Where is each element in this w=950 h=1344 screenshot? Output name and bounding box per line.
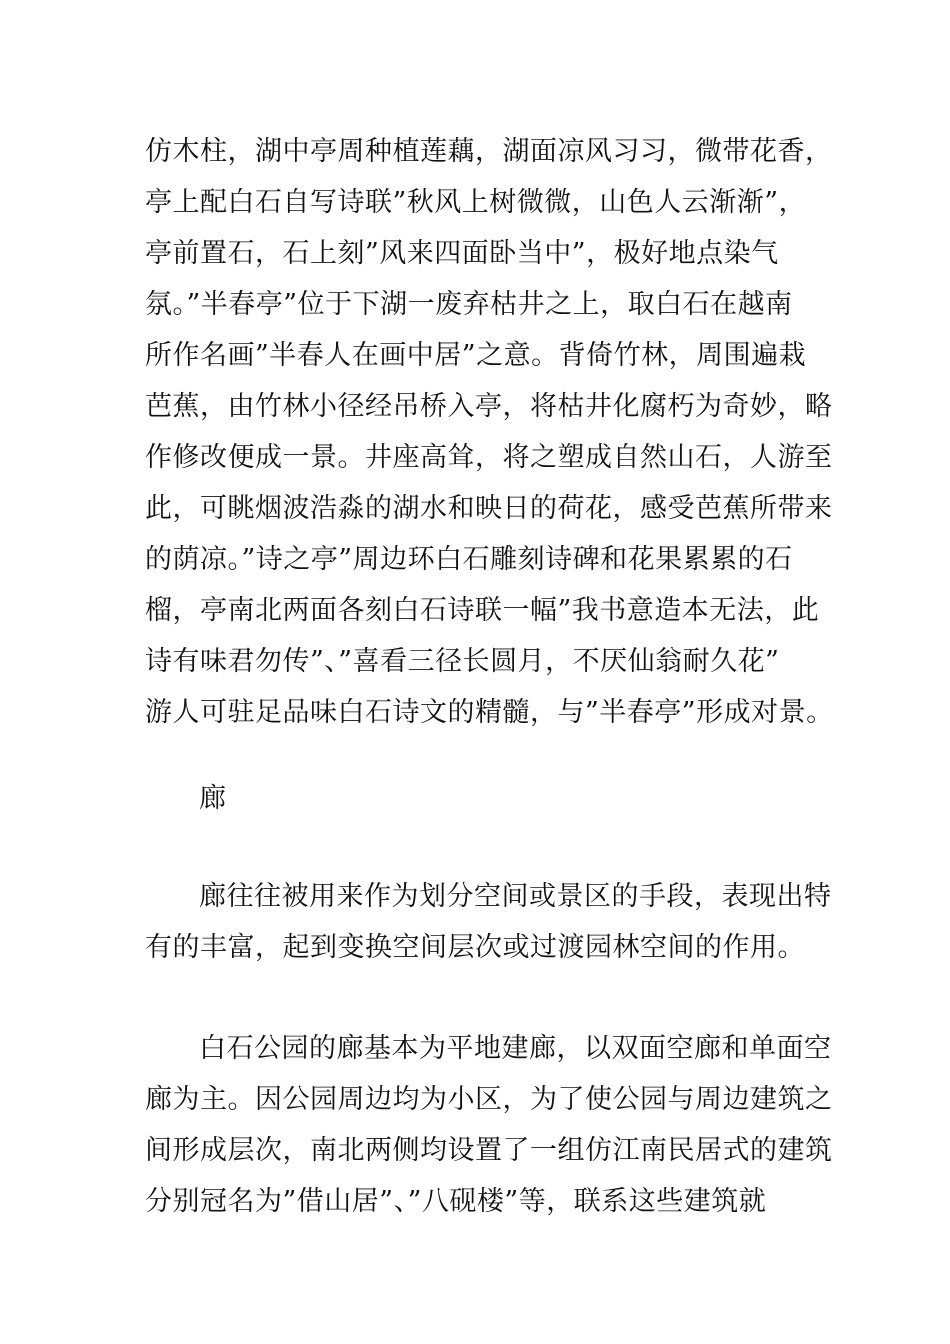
paragraph-line: 廊往往被用来作为划分空间或景区的手段，表现出特 <box>199 881 832 912</box>
paragraph-line: 此，可眺烟波浩淼的湖水和映日的荷花，感受芭蕉所带来 <box>145 493 833 524</box>
paragraph-line: 亭前置石，石上刻”风来四面卧当中”，极好地点染气 <box>145 238 779 269</box>
paragraph-line: 氛。”半春亭”位于下湖一废弃枯井之上，取白石在越南 <box>145 289 793 320</box>
paragraph-line: 白石公园的廊基本为平地建廊，以双面空廊和单面空 <box>199 1033 832 1064</box>
paragraph-line: 有的丰富，起到变换空间层次或过渡园林空间的作用。 <box>145 932 805 963</box>
section-heading: 廊 <box>199 783 226 814</box>
paragraph-line: 分别冠名为”借山居”、”八砚楼”等，联系这些建筑就 <box>145 1186 767 1217</box>
paragraph-line: 间形成层次，南北两侧均设置了一组仿江南民居式的建筑 <box>145 1135 833 1166</box>
paragraph-line: 仿木柱，湖中亭周种植莲藕，湖面凉风习习，微带花香， <box>145 136 833 167</box>
paragraph-line: 所作名画”半春人在画中居”之意。背倚竹林，周围遍栽 <box>145 340 807 371</box>
paragraph-line: 亭上配白石自写诗联”秋风上树微微，山色人云渐渐”， <box>145 187 807 218</box>
paragraph-line: 榴，亭南北两面各刻白石诗联一幅”我书意造本无法，此 <box>145 595 820 626</box>
paragraph-line: 的荫凉。”诗之亭”周边环白石雕刻诗碑和花果累累的石 <box>145 544 793 575</box>
paragraph-line: 游人可驻足品味白石诗文的精髓，与”半春亭”形成对景。 <box>145 697 834 728</box>
paragraph-line: 作修改便成一景。井座高耸，将之塑成自然山石，人游至 <box>145 442 833 473</box>
paragraph-line: 芭蕉，由竹林小径经吊桥入亭，将枯井化腐朽为奇妙，略 <box>145 391 833 422</box>
paragraph-line: 廊为主。因公园周边均为小区，为了使公园与周边建筑之 <box>145 1084 833 1115</box>
paragraph-line: 诗有味君勿传”、”喜看三径长圆月，不厌仙翁耐久花” <box>145 646 780 677</box>
